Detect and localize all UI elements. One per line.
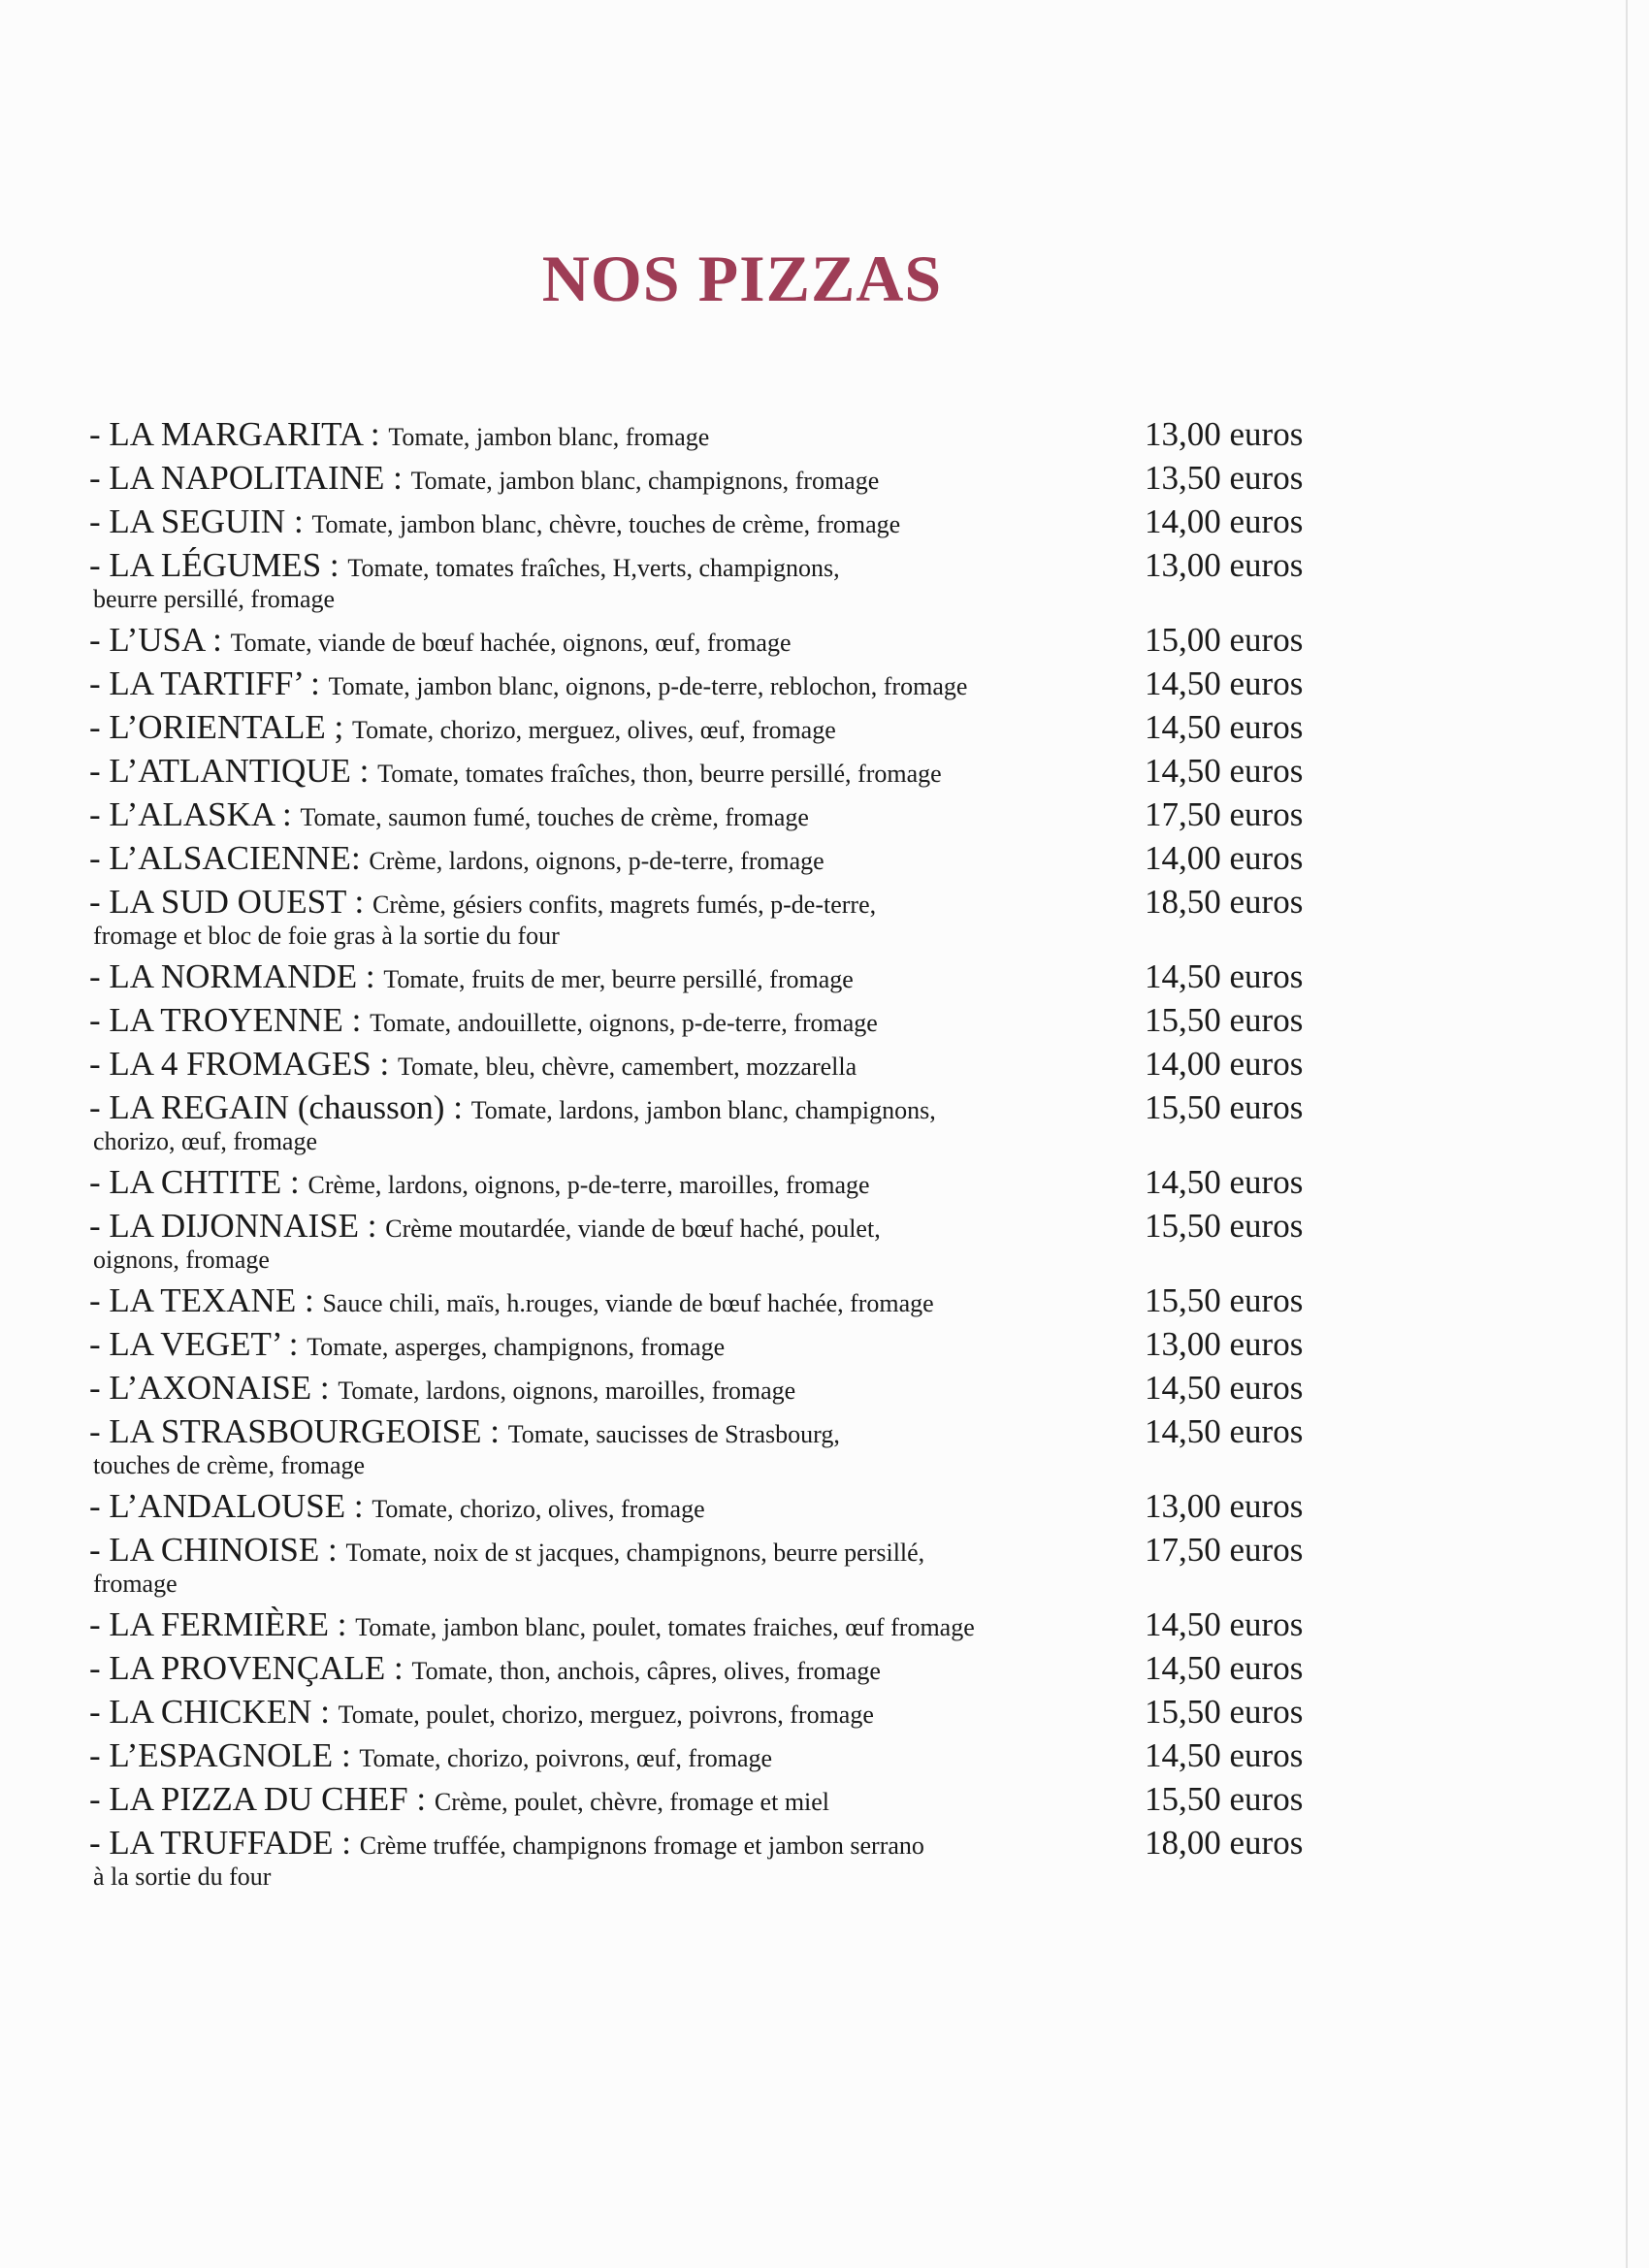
pizza-name: - L’ORIENTALE (89, 708, 326, 746)
pizza-ingredients: Tomate, jambon blanc, champignons, fromage (410, 467, 880, 495)
pizza-price: 13,00 euros (1145, 415, 1304, 453)
pizza-ingredients: Crème, lardons, oignons, p-de-terre, maroilles, fromage (307, 1171, 870, 1199)
menu-item (89, 793, 1350, 836)
pizza-name: - L’USA (89, 621, 205, 659)
pizza-separator: : (285, 502, 312, 540)
pizza-ingredients: Tomate, poulet, chorizo, merguez, poivrons, fromage (338, 1701, 874, 1729)
pizza-name: - LA SEGUIN (89, 502, 286, 540)
menu-item (89, 1528, 1350, 1603)
pizza-ingredients: Tomate, chorizo, merguez, olives, œuf, fromage (352, 716, 836, 744)
pizza-name: - L’ALASKA (89, 795, 275, 833)
pizza-price: 14,50 euros (1145, 957, 1304, 995)
pizza-price: 14,50 euros (1145, 1649, 1304, 1687)
pizza-separator: ; (325, 708, 353, 746)
pizza-separator: : (342, 1001, 371, 1039)
menu-item (89, 880, 1350, 955)
pizza-name: - LA CHTITE (89, 1163, 282, 1201)
menu-item (89, 955, 1350, 998)
pizza-name: - LA PIZZA DU CHEF (89, 1780, 408, 1818)
pizza-ingredients: Tomate, chorizo, poivrons, œuf, fromage (359, 1744, 773, 1772)
pizza-price: 14,50 euros (1145, 708, 1304, 746)
menu-item (89, 1484, 1350, 1528)
pizza-name: - L’ESPAGNOLE (89, 1736, 334, 1774)
pizza-price: 18,00 euros (1145, 1824, 1304, 1862)
pizza-ingredients: Tomate, chorizo, olives, fromage (372, 1495, 705, 1523)
menu-item (89, 1085, 1350, 1160)
pizza-price: 13,00 euros (1145, 1487, 1304, 1525)
pizza-name: - LA PROVENÇALE (89, 1649, 386, 1687)
pizza-separator: : (281, 1163, 308, 1201)
pizza-price: 13,00 euros (1145, 546, 1304, 584)
pizza-separator: : (311, 1693, 339, 1731)
pizza-name: - LA MARGARITA (89, 415, 363, 453)
pizza-separator: : (345, 883, 373, 921)
pizza-name: - LA SUD OUEST (89, 883, 346, 921)
pizza-ingredients: Crème, lardons, oignons, p-de-terre, fromage (369, 847, 824, 875)
pizza-separator: : (371, 1045, 398, 1083)
pizza-price: 15,00 euros (1145, 621, 1304, 659)
pizza-ingredients: Tomate, tomates fraîches, H,verts, champignons, (347, 554, 840, 582)
menu-item (89, 1646, 1350, 1690)
pizza-separator: : (311, 1369, 339, 1407)
pizza-name: - L’ANDALOUSE (89, 1487, 346, 1525)
pizza-separator: : (333, 1736, 360, 1774)
pizza-separator: : (321, 546, 348, 584)
pizza-ingredients: Crème truffée, champignons fromage et jambon serrano (359, 1831, 924, 1860)
pizza-price: 18,50 euros (1145, 883, 1304, 921)
pizza-ingredients: Tomate, jambon blanc, chèvre, touches de crème, fromage (311, 510, 901, 538)
pizza-ingredients-continued: à la sortie du four (93, 1863, 272, 1891)
pizza-name: - LA NORMANDE (89, 957, 358, 995)
pizza-name: - LA REGAIN (chausson) (89, 1088, 445, 1126)
menu-item (89, 998, 1350, 1042)
pizza-ingredients: Tomate, jambon blanc, oignons, p-de-terre, reblochon, fromage (328, 672, 968, 700)
pizza-menu-list (89, 412, 1350, 1895)
pizza-ingredients: Tomate, fruits de mer, beurre persillé, fromage (383, 965, 854, 993)
menu-item (89, 1409, 1350, 1484)
pizza-name: - LA TEXANE (89, 1281, 297, 1319)
pizza-ingredients: Crème, poulet, chèvre, fromage et miel (434, 1788, 830, 1816)
pizza-separator: : (407, 1780, 435, 1818)
pizza-price: 17,50 euros (1145, 1531, 1304, 1569)
menu-item (89, 1279, 1350, 1322)
pizza-separator: : (359, 1207, 386, 1245)
pizza-price: 15,50 euros (1145, 1780, 1304, 1818)
pizza-price: 14,50 euros (1145, 1163, 1304, 1201)
pizza-separator: : (319, 1531, 346, 1569)
menu-item (89, 1160, 1350, 1204)
pizza-name: - LA FERMIÈRE (89, 1605, 329, 1643)
pizza-ingredients: Tomate, jambon blanc, fromage (388, 423, 710, 451)
pizza-price: 14,00 euros (1145, 1045, 1304, 1083)
menu-item (89, 1777, 1350, 1821)
menu-item (89, 1322, 1350, 1366)
pizza-name: - LA 4 FROMAGES (89, 1045, 372, 1083)
pizza-price: 13,50 euros (1145, 459, 1304, 497)
menu-item (89, 412, 1350, 456)
pizza-price: 17,50 euros (1145, 795, 1304, 833)
pizza-price: 14,50 euros (1145, 664, 1304, 702)
pizza-ingredients: Tomate, bleu, chèvre, camembert, mozzarella (397, 1053, 857, 1081)
pizza-ingredients: Tomate, thon, anchois, câpres, olives, fromage (411, 1657, 881, 1685)
pizza-ingredients-continued: fromage et bloc de foie gras à la sortie du four (93, 922, 560, 950)
menu-item (89, 543, 1350, 618)
menu-item (89, 662, 1350, 705)
pizza-ingredients-continued: touches de crème, fromage (93, 1451, 366, 1479)
menu-item (89, 1042, 1350, 1085)
pizza-separator: : (444, 1088, 471, 1126)
pizza-separator: : (385, 1649, 412, 1687)
pizza-separator: : (362, 415, 389, 453)
pizza-price: 15,50 euros (1145, 1207, 1304, 1245)
pizza-ingredients-continued: oignons, fromage (93, 1246, 270, 1274)
pizza-price: 15,50 euros (1145, 1001, 1304, 1039)
pizza-ingredients-continued: fromage (93, 1570, 178, 1598)
menu-item (89, 1603, 1350, 1646)
pizza-ingredients: Sauce chili, maïs, h.rouges, viande de bœuf hachée, fromage (322, 1289, 934, 1317)
menu-item (89, 1733, 1350, 1777)
pizza-ingredients: Tomate, asperges, champignons, fromage (307, 1333, 726, 1361)
menu-item (89, 1821, 1350, 1895)
pizza-name: - LA CHINOISE (89, 1531, 320, 1569)
pizza-separator: : (280, 1325, 307, 1363)
pizza-name: - L’AXONAISE (89, 1369, 312, 1407)
pizza-separator: : (302, 664, 329, 702)
pizza-ingredients: Tomate, noix de st jacques, champignons, beurre persillé, (345, 1539, 925, 1567)
pizza-ingredients: Tomate, tomates fraîches, thon, beurre persillé, fromage (377, 760, 942, 788)
menu-item (89, 749, 1350, 793)
pizza-ingredients-continued: beurre persillé, fromage (93, 585, 336, 613)
menu-item (89, 500, 1350, 543)
pizza-separator: : (296, 1281, 323, 1319)
pizza-name: - LA VEGET’ (89, 1325, 280, 1363)
pizza-price: 14,00 euros (1145, 839, 1304, 877)
pizza-name: - L’ATLANTIQUE (89, 752, 351, 790)
pizza-separator: : (345, 1487, 372, 1525)
menu-item (89, 705, 1350, 749)
pizza-price: 15,50 euros (1145, 1088, 1304, 1126)
pizza-name: - LA STRASBOURGEOISE (89, 1412, 482, 1450)
pizza-ingredients-continued: chorizo, œuf, fromage (93, 1127, 318, 1155)
pizza-name: - LA LÉGUMES (89, 546, 322, 584)
pizza-price: 14,50 euros (1145, 1605, 1304, 1643)
pizza-separator: : (274, 795, 301, 833)
pizza-price: 15,50 euros (1145, 1693, 1304, 1731)
pizza-name: - LA TROYENNE (89, 1001, 343, 1039)
pizza-separator: : (333, 1824, 360, 1862)
pizza-separator: : (384, 459, 411, 497)
pizza-name: - L’ALSACIENNE (89, 839, 351, 877)
menu-item (89, 456, 1350, 500)
pizza-price: 14,50 euros (1145, 752, 1304, 790)
pizza-ingredients: Crème, gésiers confits, magrets fumés, p-de-terre, (372, 891, 877, 919)
menu-item (89, 836, 1350, 880)
pizza-ingredients: Tomate, jambon blanc, poulet, tomates fraiches, œuf fromage (355, 1613, 975, 1641)
pizza-separator: : (350, 839, 370, 877)
pizza-ingredients: Tomate, andouillette, oignons, p-de-terre, fromage (370, 1009, 878, 1037)
pizza-price: 14,50 euros (1145, 1412, 1304, 1450)
pizza-ingredients: Crème moutardée, viande de bœuf haché, poulet, (385, 1215, 881, 1243)
pizza-price: 13,00 euros (1145, 1325, 1304, 1363)
pizza-separator: : (481, 1412, 508, 1450)
menu-item (89, 1690, 1350, 1733)
pizza-price: 14,00 euros (1145, 502, 1304, 540)
page-title: NOS PIZZAS (541, 242, 943, 315)
menu-item (89, 1366, 1350, 1409)
pizza-price: 15,50 euros (1145, 1281, 1304, 1319)
pizza-name: - LA TARTIFF’ (89, 664, 303, 702)
pizza-name: - LA DIJONNAISE (89, 1207, 360, 1245)
pizza-price: 14,50 euros (1145, 1736, 1304, 1774)
pizza-ingredients: Tomate, viande de bœuf hachée, oignons, œuf, fromage (230, 629, 792, 657)
page-edge (1626, 0, 1628, 2268)
pizza-price: 14,50 euros (1145, 1369, 1304, 1407)
menu-item (89, 618, 1350, 662)
pizza-ingredients: Tomate, saumon fumé, touches de crème, fromage (300, 803, 809, 831)
menu-item (89, 1204, 1350, 1279)
pizza-separator: : (204, 621, 231, 659)
pizza-ingredients: Tomate, saucisses de Strasbourg, (507, 1420, 840, 1448)
pizza-separator: : (328, 1605, 356, 1643)
pizza-name: - LA TRUFFADE (89, 1824, 334, 1862)
pizza-ingredients: Tomate, lardons, jambon blanc, champignons, (470, 1096, 936, 1124)
pizza-ingredients: Tomate, lardons, oignons, maroilles, fromage (338, 1377, 796, 1405)
pizza-name: - LA CHICKEN (89, 1693, 312, 1731)
pizza-name: - LA NAPOLITAINE (89, 459, 385, 497)
pizza-separator: : (357, 957, 384, 995)
pizza-separator: : (350, 752, 378, 790)
